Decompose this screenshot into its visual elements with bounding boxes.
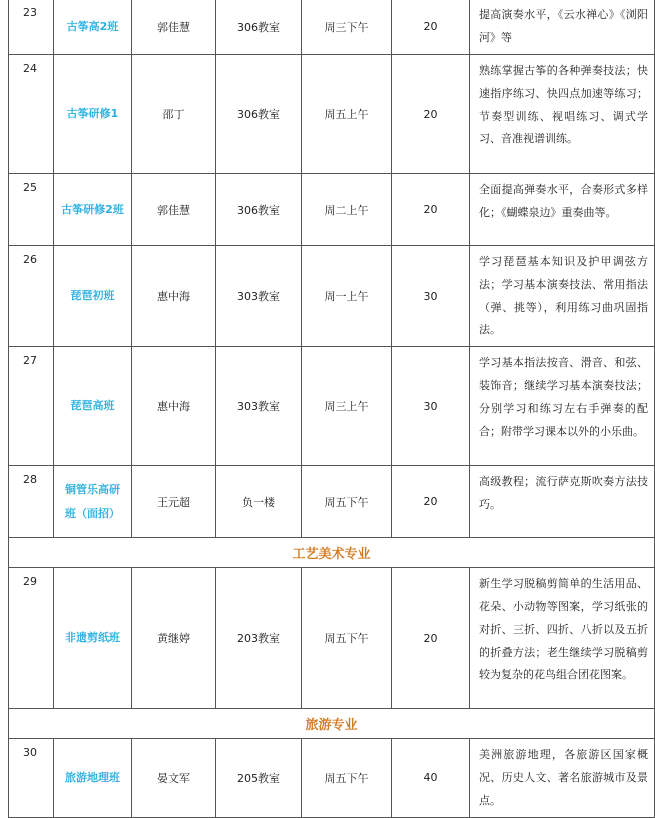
table-row xyxy=(9,568,655,709)
classroom: 303教室 xyxy=(216,347,302,466)
course-description: 熟练掌握古筝的各种弹奏技法；快速指序练习、快四点加速等练习；节奏型训练、视唱练习、调式学习、音准视谱训练。 xyxy=(470,55,655,174)
teacher-name: 邵丁 xyxy=(132,55,216,174)
classroom: 203教室 xyxy=(216,568,302,709)
course-description: 提高演奏水平，《云水禅心》《浏阳河》等 xyxy=(470,0,655,55)
teacher-name: 黄继婷 xyxy=(132,568,216,709)
class-time: 周五下午 xyxy=(302,739,392,817)
enrollment-count: 20 xyxy=(392,0,470,55)
row-number: 23 xyxy=(9,0,54,55)
row-number: 25 xyxy=(9,174,54,246)
course-name: 古筝研修2班 xyxy=(54,174,132,246)
enrollment-count: 20 xyxy=(392,466,470,538)
teacher-name: 惠中海 xyxy=(132,347,216,466)
classroom: 306教室 xyxy=(216,174,302,246)
classroom: 306教室 xyxy=(216,0,302,55)
table-row xyxy=(9,246,655,347)
classroom: 负一楼 xyxy=(216,466,302,538)
teacher-name: 惠中海 xyxy=(132,246,216,347)
section-title: 工艺美术专业 xyxy=(9,538,655,568)
class-time: 周五下午 xyxy=(302,466,392,538)
section-header xyxy=(9,709,655,739)
course-description: 学习琵琶基本知识及护甲调弦方法；学习基本演奏技法、常用指法（弹、挑等），利用练习曲巩固指法。 xyxy=(470,246,655,347)
classroom: 303教室 xyxy=(216,246,302,347)
class-time: 周三上午 xyxy=(302,347,392,466)
table-row xyxy=(9,466,655,538)
enrollment-count: 40 xyxy=(392,739,470,817)
class-time: 周一上午 xyxy=(302,246,392,347)
table-row xyxy=(9,347,655,466)
row-number: 27 xyxy=(9,347,54,466)
enrollment-count: 20 xyxy=(392,568,470,709)
table-row xyxy=(9,55,655,174)
class-time: 周三下午 xyxy=(302,0,392,55)
classroom: 306教室 xyxy=(216,55,302,174)
course-description: 学习基本指法按音、滑音、和弦、装饰音；继续学习基本演奏技法；分别学习和练习左右手弹奏的配合；附带学习课本以外的小乐曲。 xyxy=(470,347,655,466)
course-table xyxy=(8,0,655,818)
row-number: 30 xyxy=(9,739,54,817)
row-number: 28 xyxy=(9,466,54,538)
course-name: 旅游地理班 xyxy=(54,739,132,817)
teacher-name: 郭佳慧 xyxy=(132,0,216,55)
row-number: 26 xyxy=(9,246,54,347)
course-name: 古筝高2班 xyxy=(54,0,132,55)
classroom: 205教室 xyxy=(216,739,302,817)
table-row xyxy=(9,0,655,55)
row-number: 29 xyxy=(9,568,54,709)
section-title: 旅游专业 xyxy=(9,709,655,739)
course-name: 琵琶高班 xyxy=(54,347,132,466)
course-name: 古筝研修1 xyxy=(54,55,132,174)
course-description: 高级教程；流行萨克斯吹奏方法技巧。 xyxy=(470,466,655,538)
section-header xyxy=(9,538,655,568)
enrollment-count: 30 xyxy=(392,347,470,466)
class-time: 周五上午 xyxy=(302,55,392,174)
course-name: 琵琶初班 xyxy=(54,246,132,347)
teacher-name: 晏文军 xyxy=(132,739,216,817)
enrollment-count: 30 xyxy=(392,246,470,347)
course-name: 非遗剪纸班 xyxy=(54,568,132,709)
teacher-name: 王元超 xyxy=(132,466,216,538)
class-time: 周五下午 xyxy=(302,568,392,709)
class-time: 周二上午 xyxy=(302,174,392,246)
enrollment-count: 20 xyxy=(392,55,470,174)
enrollment-count: 20 xyxy=(392,174,470,246)
course-description: 全面提高弹奏水平，合奏形式多样化；《蝴蝶泉边》重奏曲等。 xyxy=(470,174,655,246)
course-description: 美洲旅游地理，各旅游区国家概况、历史人文、著名旅游城市及景点。 xyxy=(470,739,655,817)
course-description: 新生学习脱稿剪简单的生活用品、花朵、小动物等图案，学习纸张的对折、三折、四折、八折以及五折的折叠方法；老生继续学习脱稿剪较为复杂的花鸟组合团花图案。 xyxy=(470,568,655,709)
course-name: 铜管乐高研班（面招） xyxy=(54,466,132,538)
table-row xyxy=(9,174,655,246)
table-row xyxy=(9,739,655,817)
row-number: 24 xyxy=(9,55,54,174)
teacher-name: 郭佳慧 xyxy=(132,174,216,246)
